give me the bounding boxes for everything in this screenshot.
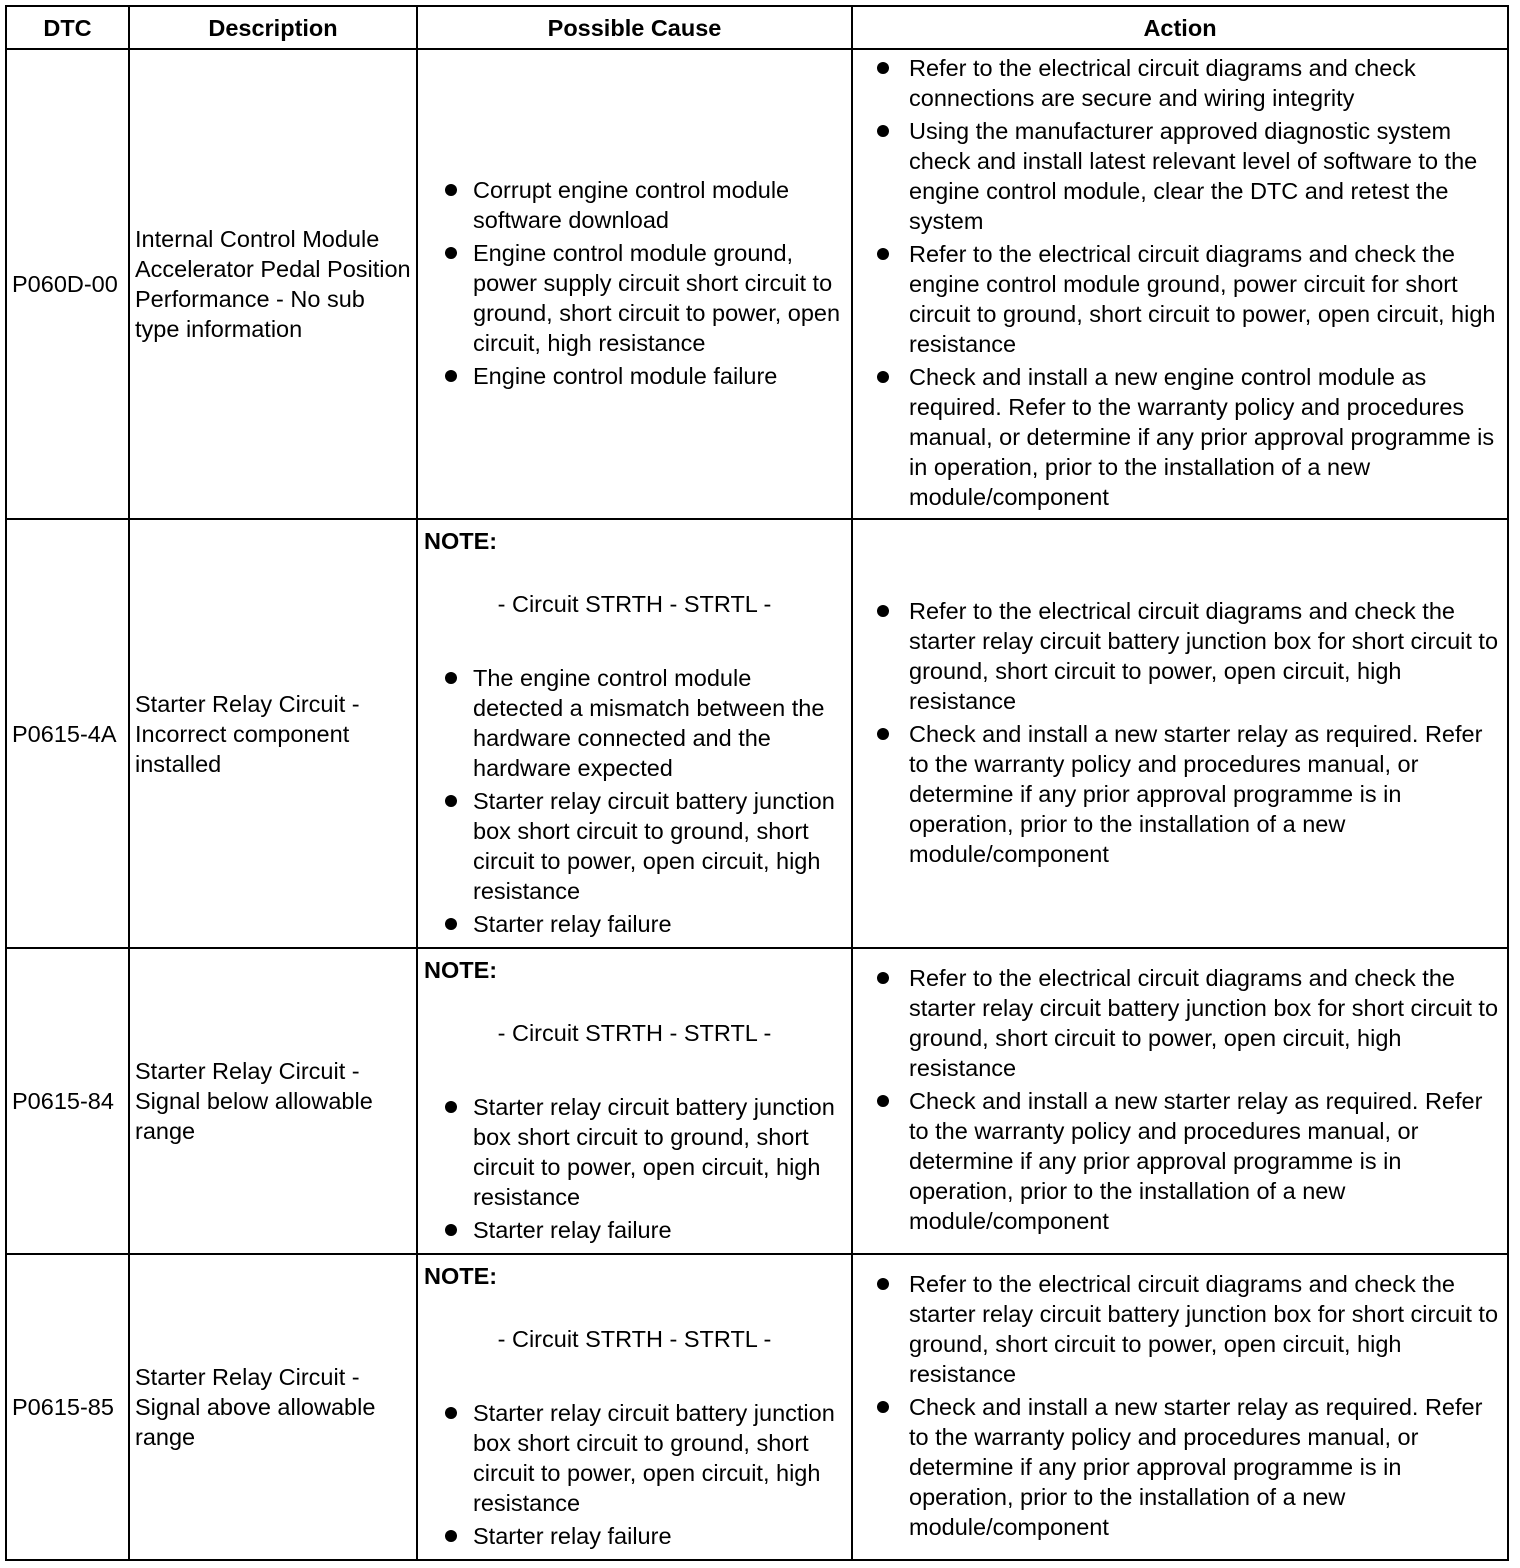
action-cell [852,519,1508,948]
action-list [853,963,1503,1236]
dtc-code: P0615-84 [6,948,129,1254]
cause-item [424,1398,845,1518]
bullet-icon [445,1224,457,1236]
action-text: Refer to the electrical circuit diagrams and check the starter relay circuit battery junction box for short circuit to ground, short circuit to power, open circuit, high resistance [909,1271,1499,1387]
bullet-icon [877,728,889,740]
table-row [6,49,1508,519]
table-body [6,49,1508,1560]
bullet-icon [445,1530,457,1542]
action-cell [852,49,1508,519]
cause-item [424,909,845,939]
cause-text: Starter relay failure [473,1523,672,1549]
bullet-icon [877,972,889,984]
possible-cause-cell [417,1254,852,1560]
bullet-icon [877,605,889,617]
possible-cause-cell [417,948,852,1254]
action-item [853,239,1503,359]
dtc-description: Starter Relay Circuit - Signal above allowable range [129,1254,417,1560]
table-row [6,948,1508,1254]
cause-item [424,175,845,235]
cause-list [424,1092,845,1245]
bullet-icon [445,795,457,807]
possible-cause-cell [417,49,852,519]
cause-text: Engine control module failure [473,362,778,389]
possible-cause-cell [417,519,852,948]
header-action: Action [852,6,1508,49]
note-label: NOTE: [424,957,498,983]
cause-text: The engine control module detected a mismatch between the hardware connected and the hardware expected [473,665,825,781]
action-text: Check and install a new starter relay as required. Refer to the warranty policy and procedures manual, or determine if any prior approval programme is in operation, prior to the installation of a new module/component [909,720,1483,867]
cause-list [424,663,845,939]
action-list [853,1269,1503,1542]
action-item [853,116,1503,236]
cause-item [424,361,845,391]
header-description: Description [129,6,417,49]
bullet-icon [877,248,889,260]
cause-text: Corrupt engine control module software download [473,176,790,233]
bullet-icon [445,1101,457,1113]
action-item [853,719,1503,869]
action-item [853,53,1503,113]
action-text: Refer to the electrical circuit diagrams and check the engine control module ground, power circuit for short circuit to ground, short circuit to power, open circuit, high resistance [909,241,1496,357]
header-possible-cause: Possible Cause [417,6,852,49]
note-label: NOTE: [424,528,498,554]
cause-text: Engine control module ground, power supply circuit short circuit to ground, short circuit to power, open circuit, high resistance [473,239,841,356]
cause-text: Starter relay circuit battery junction box short circuit to ground, short circuit to power, open circuit, high resistance [473,1094,835,1210]
action-text: Refer to the electrical circuit diagrams and check the starter relay circuit battery junction box for short circuit to ground, short circuit to power, open circuit, high resistance [909,597,1499,714]
bullet-icon [445,1407,457,1419]
cause-item [424,238,845,358]
cause-item [424,786,845,906]
cause-item [424,663,845,783]
cause-item [424,1092,845,1212]
action-text: Refer to the electrical circuit diagrams and check connections are secure and wiring integrity [909,55,1416,111]
action-cell [852,1254,1508,1560]
action-text: Using the manufacturer approved diagnostic system check and install latest relevant level of software to the engine control module, clear the DTC and retest the system [909,118,1478,234]
note-label: NOTE: [424,1263,498,1289]
dtc-code: P0615-4A [6,519,129,948]
table-row [6,519,1508,948]
cause-text: Starter relay circuit battery junction box short circuit to ground, short circuit to power, open circuit, high resistance [473,1400,835,1516]
circuit-label: - Circuit STRTH - STRTL - [497,1020,772,1046]
dtc-table [5,5,1509,1561]
action-item [853,362,1503,512]
action-list [853,596,1503,869]
dtc-code: P060D-00 [6,49,129,519]
action-item [853,963,1503,1083]
action-text: Check and install a new engine control module as required. Refer to the warranty policy and procedures manual, or determine if any prior approval programme is in operation, prior to the installation of a new module/component [909,364,1495,510]
action-item [853,1086,1503,1236]
bullet-icon [445,184,457,196]
cause-text: Starter relay failure [473,1217,672,1243]
header-row [6,6,1508,49]
circuit-label: - Circuit STRTH - STRTL - [497,591,772,617]
cause-item [424,1215,845,1245]
table-row [6,1254,1508,1560]
header-dtc: DTC [6,6,129,49]
action-list [853,53,1503,512]
bullet-icon [877,125,889,137]
dtc-description: Internal Control Module Accelerator Pedal Position Performance - No sub type information [129,49,417,519]
action-item [853,1392,1503,1542]
bullet-icon [877,62,889,74]
bullet-icon [445,672,457,684]
bullet-icon [877,371,889,383]
action-text: Refer to the electrical circuit diagrams and check the starter relay circuit battery junction box for short circuit to ground, short circuit to power, open circuit, high resistance [909,965,1499,1081]
dtc-code: P0615-85 [6,1254,129,1560]
dtc-description: Starter Relay Circuit - Incorrect component installed [129,519,417,948]
bullet-icon [445,918,457,930]
cause-list [424,1398,845,1551]
action-cell [852,948,1508,1254]
bullet-icon [877,1278,889,1290]
action-text: Check and install a new starter relay as required. Refer to the warranty policy and procedures manual, or determine if any prior approval programme is in operation, prior to the installation of a new module/component [909,1088,1483,1234]
dtc-description: Starter Relay Circuit - Signal below allowable range [129,948,417,1254]
cause-text: Starter relay failure [473,911,672,937]
action-item [853,596,1503,716]
circuit-label: - Circuit STRTH - STRTL - [497,1326,772,1352]
action-text: Check and install a new starter relay as required. Refer to the warranty policy and procedures manual, or determine if any prior approval programme is in operation, prior to the installation of a new module/component [909,1394,1483,1540]
cause-item [424,1521,845,1551]
action-item [853,1269,1503,1389]
bullet-icon [877,1401,889,1413]
cause-list [424,175,845,391]
bullet-icon [877,1095,889,1107]
bullet-icon [445,247,457,259]
bullet-icon [445,370,457,382]
cause-text: Starter relay circuit battery junction box short circuit to ground, short circuit to power, open circuit, high resistance [473,788,835,904]
